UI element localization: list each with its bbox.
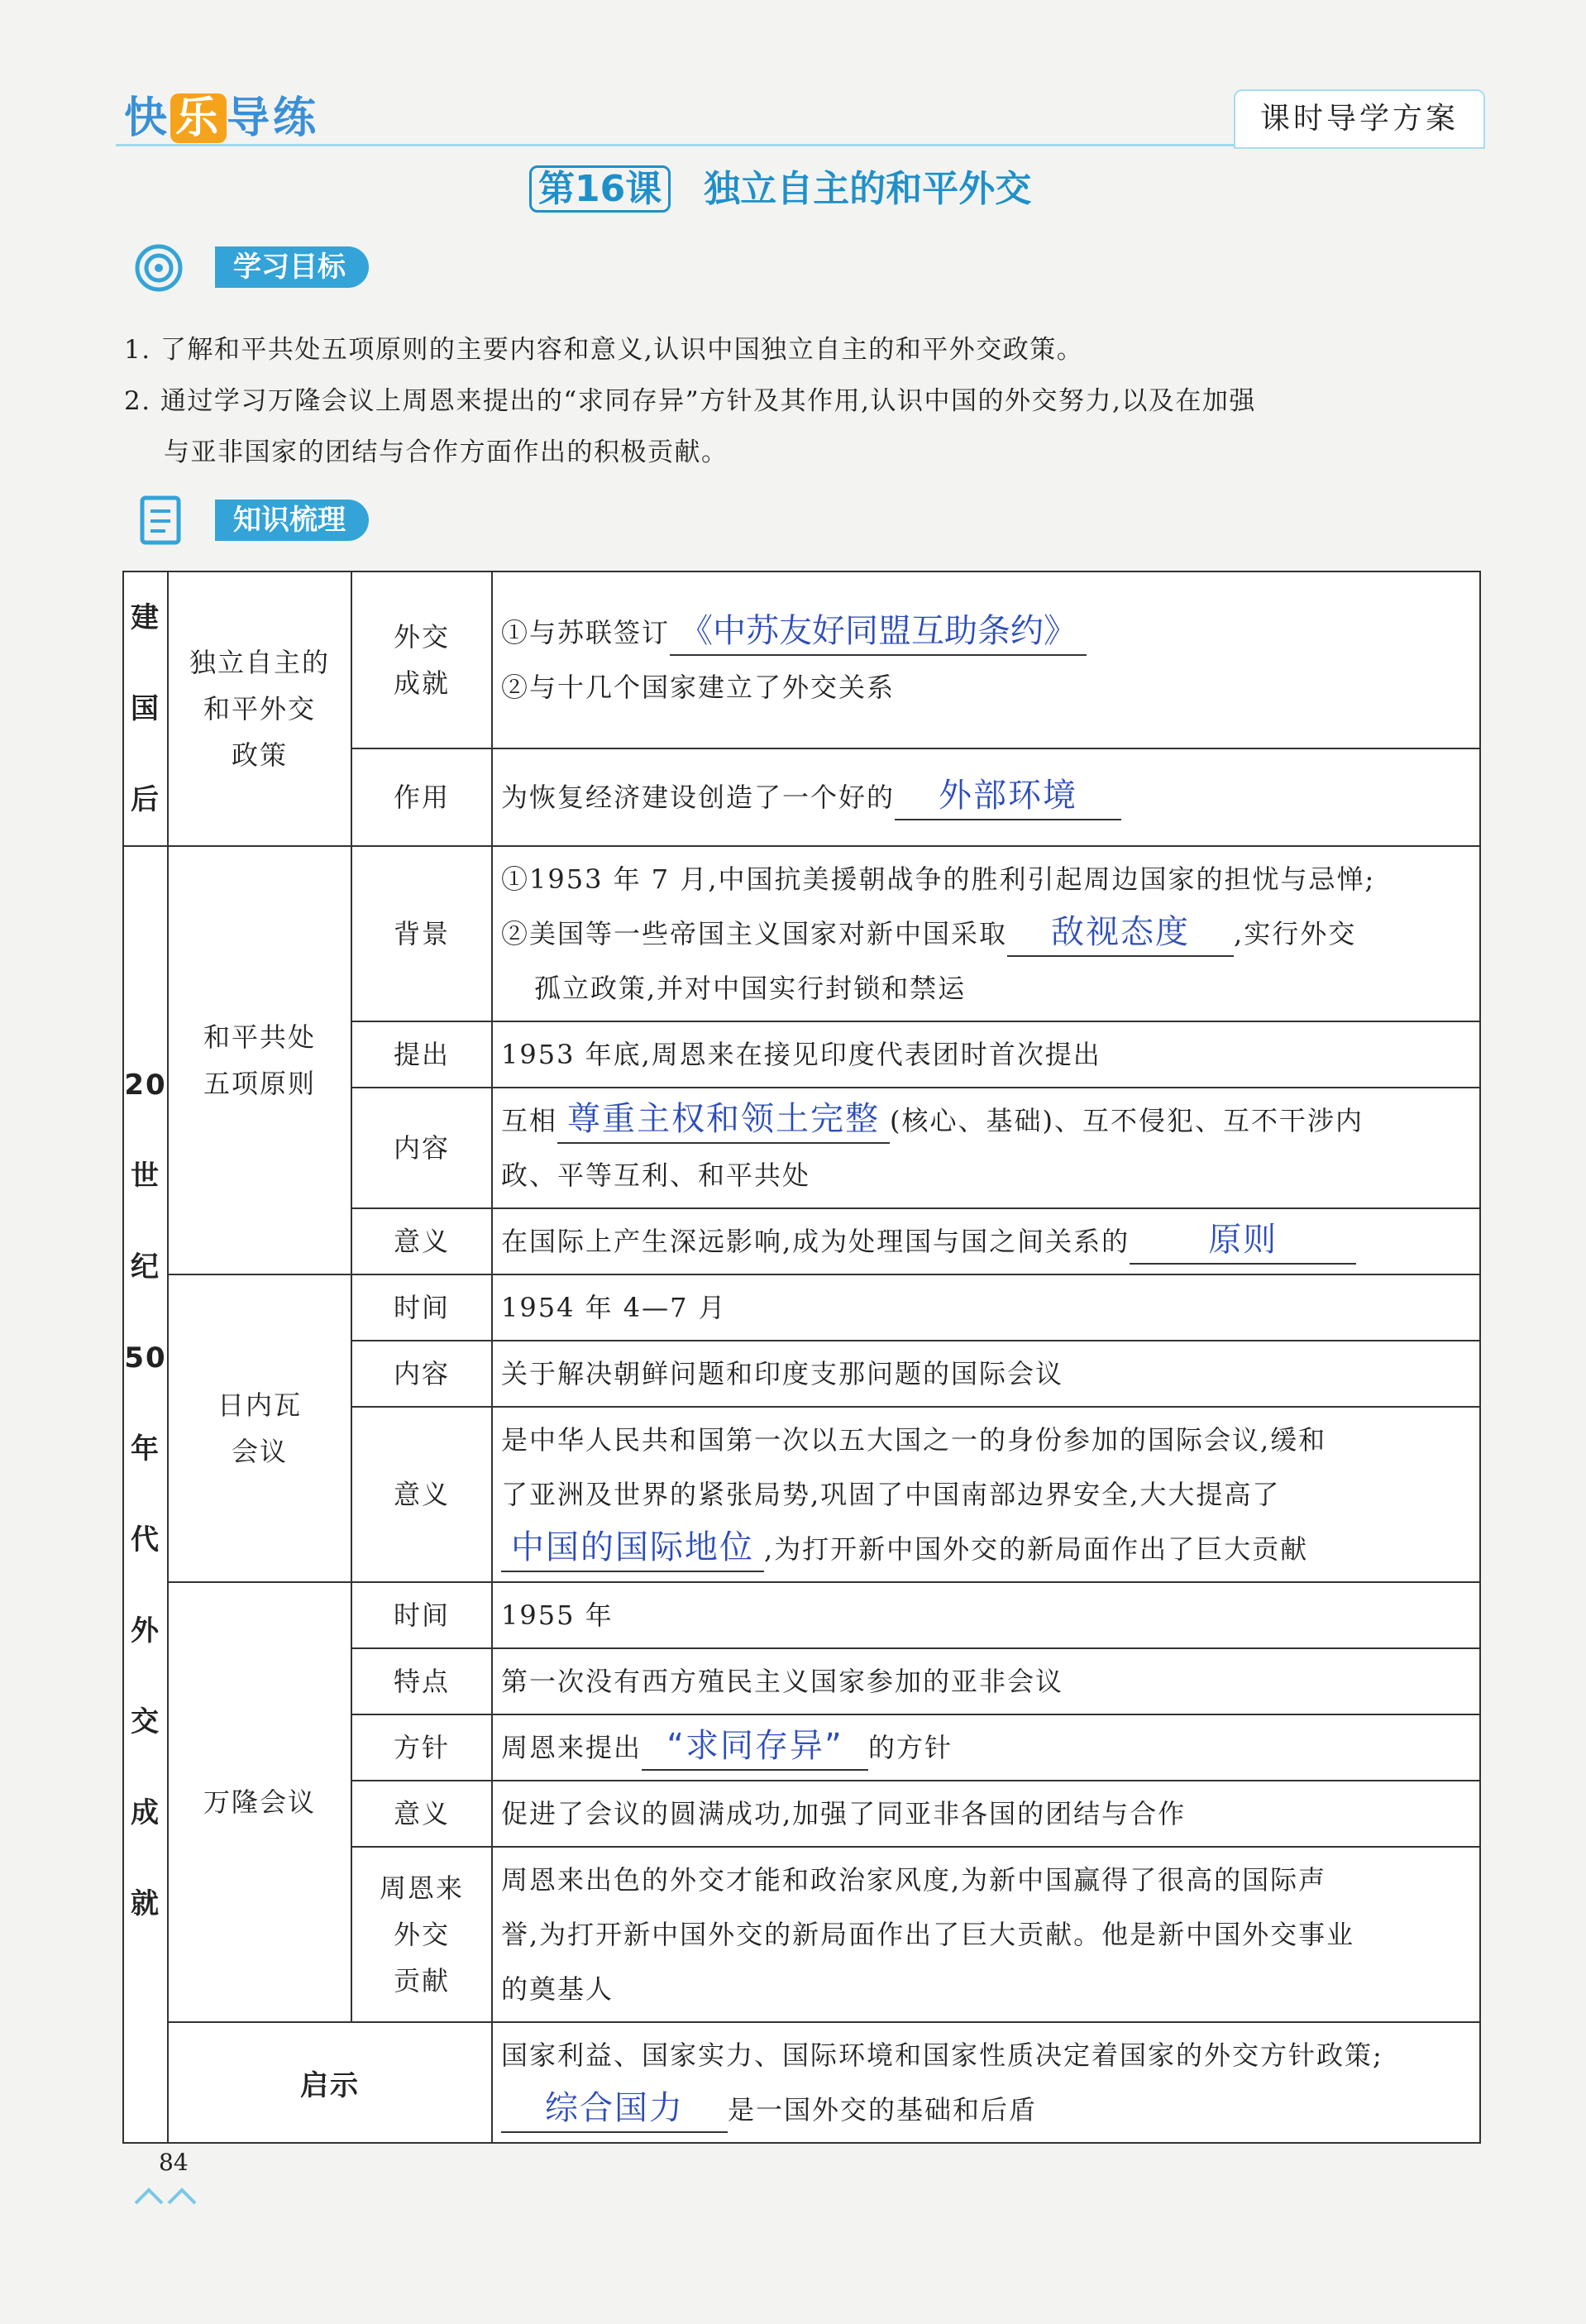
label-content: 内容 [351,1341,492,1407]
achievement-text-2: ②与十几个国家建立了外交关系 [501,672,896,704]
table-row [123,1582,1480,1648]
lesson-number: 第16课 [529,165,671,213]
topic-line: 五项原则 [203,1068,316,1099]
label-significance: 意义 [351,1407,492,1582]
label-feature: 特点 [351,1648,492,1714]
label-achievement [351,571,492,748]
background-text-3: 孤立政策,并对中国实行封锁和禁运 [534,973,967,1004]
era-char: 代 [131,1523,160,1557]
label-proposal: 提出 [351,1021,492,1088]
logo-part-3: 导练 [227,93,320,143]
label-content: 内容 [351,1088,492,1208]
policy-text: 周恩来提出 [501,1732,643,1763]
table-row [123,571,1480,748]
era-char: 就 [131,1887,160,1920]
principles-text-2: 政、平等互利、和平共处 [501,1160,811,1191]
proposal-content: 1953 年底,周恩来在接见印度代表团时首次提出 [492,1021,1480,1088]
logo [124,83,319,145]
answer-treaty: 《中苏友好同盟互助条约》 [670,608,1087,656]
significance-text: 在国际上产生深远影响,成为处理国与国之间关系的 [501,1226,1130,1257]
objective-item-2-cont: 与亚非国家的团结与合作方面作出的积极贡献。 [164,438,729,467]
zhou-text-2: 誉,为打开新中国外交的新局面作出了巨大贡献。他是新中国外交事业 [501,1919,1355,1950]
topic-line: 独立自主的 [189,647,330,678]
geneva-significance-2: 了亚洲及世界的紧张局势,巩固了中国南部边界安全,大大提高了 [501,1479,1281,1510]
era-char: 20 [124,1069,167,1102]
era-char: 纪 [131,1250,160,1284]
era-char: 外 [131,1614,160,1647]
effect-text: 为恢复经济建设创造了一个好的 [501,782,896,814]
insight-text-1: 国家利益、国家实力、国际环境和国家性质决定着国家的外交方针政策; [501,2039,1383,2071]
principles-text-suffix: (核心、基础)、互不侵犯、互不干涉内 [890,1105,1364,1136]
answer-hostile: 敌视态度 [1007,909,1234,957]
geneva-significance [492,1407,1480,1582]
geneva-significance-3: ,为打开新中国外交的新局面作出了巨大贡献 [764,1533,1309,1565]
label-time: 时间 [351,1274,492,1341]
topic-line: 政策 [231,739,288,771]
lesson-title-text: 独立自主的和平外交 [704,168,1032,210]
zhou-contribution [492,1847,1480,2022]
topic-bandung: 万隆会议 [168,1582,351,2022]
era-char: 交 [131,1705,160,1738]
label-insight: 启示 [168,2022,492,2143]
background-text-1: ①1953 年 7 月,中国抗美援朝战争的胜利引起周边国家的担忧与忌惮; [501,863,1376,895]
lesson-title [529,159,1031,212]
label-policy: 方针 [351,1714,492,1781]
zhou-text-1: 周恩来出色的外交才能和政治家风度,为新中国赢得了很高的国际声 [501,1864,1327,1896]
era-char: 世 [131,1160,160,1193]
bandung-time: 1955 年 [492,1582,1480,1648]
background-text-2-suffix: ,实行外交 [1234,918,1357,949]
label-line: 外交 [393,621,450,653]
topic-five-principles [168,846,351,1274]
label-significance: 意义 [351,1208,492,1274]
knowledge-heading-text: 知识梳理 [215,500,369,541]
label-line: 成就 [393,667,450,700]
objectives-heading-text: 学习目标 [215,246,369,288]
wave-decoration-icon [132,2180,223,2213]
achievement-content [492,571,1480,748]
logo-part-2: 乐 [170,93,227,143]
answer-environment: 外部环境 [895,772,1121,820]
objective-item-1: 1. 了解和平共处五项原则的主要内容和意义,认识中国独立自主的和平外交政策。 [124,335,1084,365]
principles-content [492,1088,1480,1208]
principles-significance [492,1208,1480,1274]
era-char: 后 [131,783,160,816]
topic-line: 和平共处 [203,1021,316,1053]
bandung-policy [492,1714,1480,1781]
insight-content [492,2022,1480,2143]
label-line: 周恩来 [379,1872,464,1904]
topic-line: 日内瓦 [217,1389,302,1421]
bandung-significance: 促进了会议的圆满成功,加强了同亚非各国的团结与合作 [492,1781,1480,1847]
table-row [123,2022,1480,2143]
effect-content [492,748,1480,846]
topic-line: 会议 [231,1436,288,1467]
table-row [123,1274,1480,1341]
topic-geneva [168,1274,351,1582]
answer-principle: 原则 [1130,1217,1356,1265]
principles-text: 互相 [501,1105,558,1136]
era-char: 成 [131,1796,160,1829]
knowledge-heading [124,495,422,543]
document-icon [132,495,205,548]
era-char: 50 [124,1341,167,1375]
answer-status: 中国的国际地位 [501,1524,764,1572]
zhou-text-3: 的奠基人 [501,1973,614,2005]
objectives-heading [124,241,422,289]
objective-item-2: 2. 通过学习万隆会议上周恩来提出的“求同存异”方针及其作用,认识中国的外交努力,以及在加强 [124,386,1256,416]
era-char: 年 [131,1432,160,1466]
label-effect: 作用 [351,748,492,846]
achievement-text-1: ①与苏联签订 [501,617,671,649]
background-text-2: ②美国等一些帝国主义国家对新中国采取 [501,918,1008,949]
series-label: 课时导学方案 [1234,89,1485,149]
target-icon [132,241,205,294]
label-time: 时间 [351,1582,492,1648]
table-row [123,846,1480,1021]
label-zhou [351,1847,492,2022]
answer-common-ground: “求同存异” [642,1723,868,1771]
insight-text-2: 是一国外交的基础和后盾 [728,2094,1038,2126]
policy-text-suffix: 的方针 [868,1732,953,1763]
geneva-content: 关于解决朝鲜问题和印度支那问题的国际会议 [492,1341,1480,1407]
logo-part-1: 快 [124,93,171,143]
geneva-significance-1: 是中华人民共和国第一次以五大国之一的身份参加的国际会议,缓和 [501,1424,1327,1456]
geneva-time: 1954 年 4—7 月 [492,1274,1480,1341]
era-cell-2 [123,846,168,2143]
page-number: 84 [159,2149,189,2176]
background-content [492,846,1480,1021]
label-line: 外交 [393,1919,450,1950]
answer-sovereignty: 尊重主权和领土完整 [557,1096,890,1144]
knowledge-table [122,571,1481,2144]
era-char: 国 [131,692,160,725]
topic-policy [168,571,351,846]
label-significance: 意义 [351,1781,492,1847]
topic-line: 和平外交 [203,693,316,724]
label-background: 背景 [351,846,492,1021]
answer-national-power: 综合国力 [501,2085,728,2133]
era-char: 建 [131,601,160,634]
label-line: 贡献 [393,1965,450,1996]
era-cell-1 [123,571,168,846]
bandung-feature: 第一次没有西方殖民主义国家参加的亚非会议 [492,1648,1480,1714]
